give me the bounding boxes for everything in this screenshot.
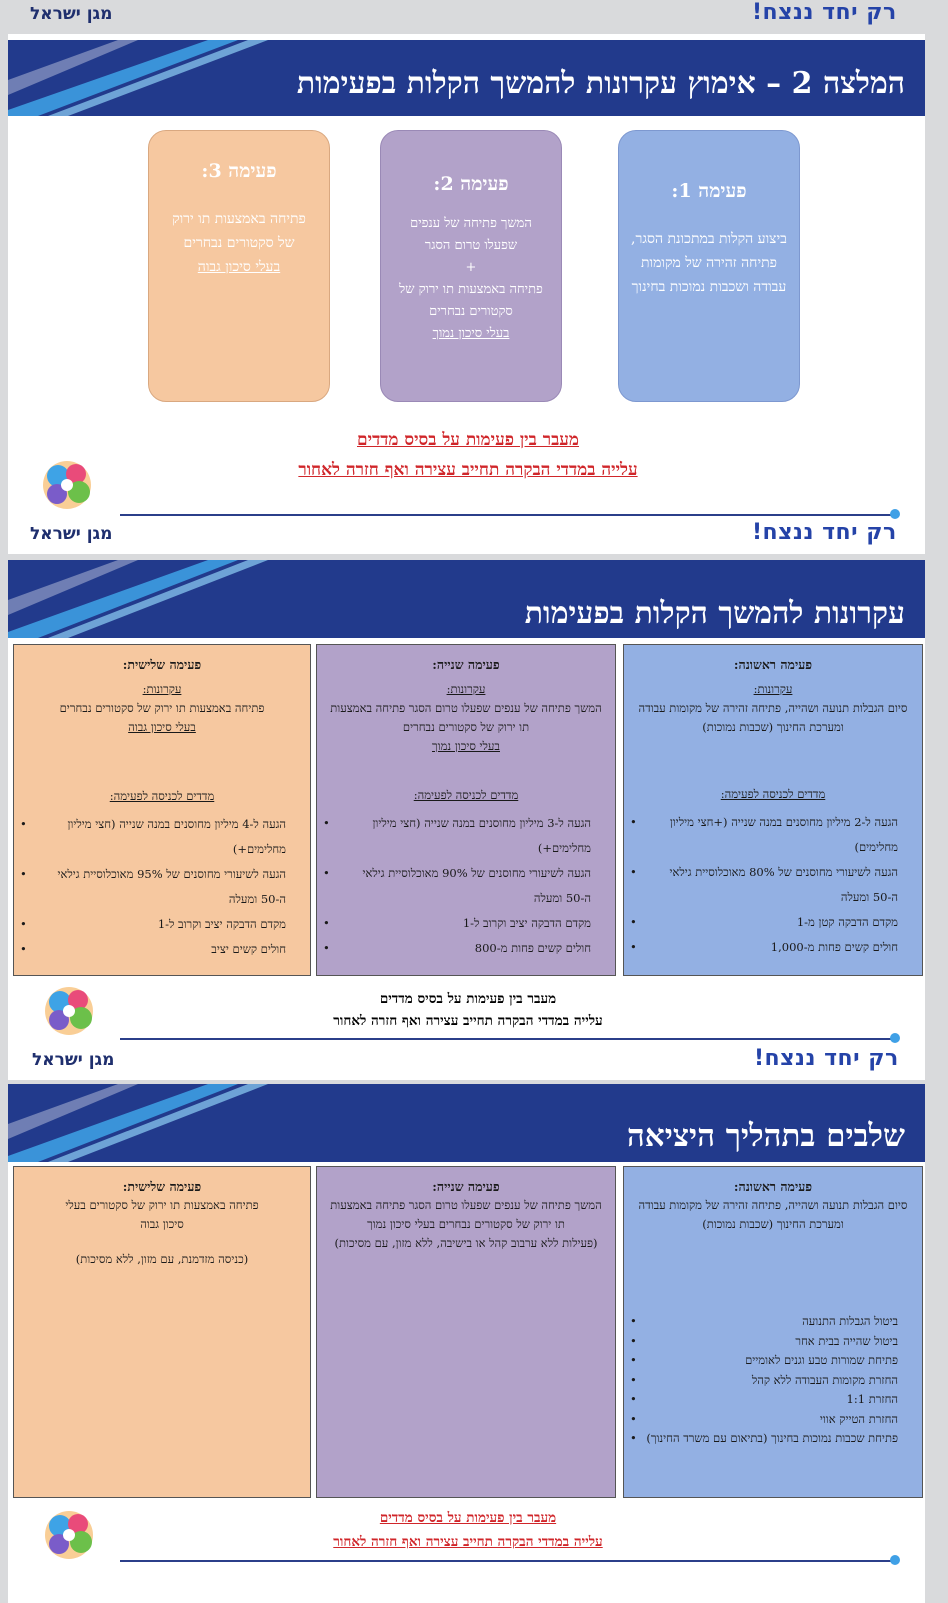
phase-1-title: פעימה ראשונה: (733, 657, 813, 672)
transition-note (158, 988, 778, 1032)
slide-2 (8, 560, 925, 1080)
transition-text-1: מעבר בין פעימות על בסיס מדדים (357, 430, 579, 450)
metrics-label: מדדים לכניסה לפעימה: (413, 788, 519, 802)
phase-2-principles: המשך פתיחה של ענפים שפעלו טרום הסגר פתיחה באמצעות תו ירוק של סקטורים נבחרים (330, 701, 602, 734)
slide-2-banner (8, 560, 925, 638)
transition-text-1: מעבר בין פעימות על בסיס מדדים (379, 1510, 557, 1526)
transition-text-2: עלייה במדדי הבקרה תחייב עצירה ואף חזרה לאחור (333, 1013, 603, 1029)
brand-slogan: רק יחד ננצח! (752, 520, 897, 545)
hands-emblem-icon (38, 980, 100, 1042)
phase-2-line1: המשך פתיחה של ענפים שפעלו טרום הסגר (410, 216, 532, 253)
metric-item: • הגעה לשיעורי מחוסנים של 80% מאוכלוסיית גילאי ה-50 ומעלה (634, 860, 912, 910)
phase-1-column (623, 644, 923, 976)
phase-3-column (13, 644, 311, 976)
divider-line (120, 1560, 894, 1562)
phase-3-text: פתיחה באמצעות תו ירוק של סקטורים בעלי סיכון גבוה (65, 1198, 259, 1231)
slide-1-banner (8, 40, 925, 116)
step-item: • ביטול שהייה בבית אחר (634, 1332, 912, 1352)
step-item: • פתיחת שכבות נמוכות בחינוך (בתיאום עם משרד החינוך) (634, 1429, 912, 1449)
divider-dot-icon (890, 1555, 900, 1565)
step-item: • ביטול הגבלות התנועה (634, 1312, 912, 1332)
phase-3-title: פעימה 3: (201, 160, 277, 182)
phase-1-column (623, 1166, 923, 1498)
slide-2-title: עקרונות להמשך הקלות בפעימות (524, 596, 905, 631)
phase-2-column (316, 1166, 616, 1498)
metric-item: • חולים קשים פחות מ-800 (327, 936, 605, 961)
phase-2-text: המשך פתיחה של ענפים שפעלו טרום הסגר פתיחה באמצעות תו ירוק של סקטורים נבחרים בעלי סיכון נמוך (330, 1198, 602, 1231)
phase-2-risk: בעלי סיכון נמוך (432, 326, 510, 341)
metric-item: • חולים קשים פחות מ-1,000 (634, 935, 912, 960)
phase-2-plus: + (465, 260, 477, 275)
phase-2-line2: פתיחה באמצעות תו ירוק של סקטורים נבחרים (399, 282, 543, 319)
phase-2-box (380, 130, 562, 402)
phase-2-title: פעימה 2: (433, 173, 509, 195)
phase-1-principles: סיום הגבלות תנועה ושהייה, פתיחה זהירה של מקומות עבודה ומערכת החינוך (שכבות נמוכות) (638, 701, 908, 734)
phase-3-column (13, 1166, 311, 1498)
phase-2-risk: בעלי סיכון נמוך (432, 739, 500, 753)
banner-stripes-decoration (8, 1084, 268, 1162)
phase-3-title: פעימה שלישית: (122, 1179, 202, 1194)
phase-2-note: (פעילות ללא ערבוב קהל או בישיבה, ללא מזון, עם מסיכות) (334, 1236, 598, 1250)
phase-1-title: פעימה ראשונה: (733, 1179, 813, 1194)
banner-stripes-decoration (8, 40, 268, 116)
phase-1-text: סיום הגבלות תנועה ושהייה, פתיחה זהירה של מקומות עבודה ומערכת החינוך (שכבות נמוכות) (638, 1198, 908, 1231)
phase-3-line1: פתיחה באמצעות תו ירוק של סקטורים נבחרים (172, 211, 306, 251)
phase-3-box (148, 130, 330, 402)
phase-3-note: (כניסה מזדמנת, עם מזון, ללא מסיכות) (75, 1252, 249, 1266)
step-item: • פתיחת שמורות טבע וגנים לאומיים (634, 1351, 912, 1371)
phase-3-title: פעימה שלישית: (122, 657, 202, 672)
hands-emblem-icon (36, 454, 98, 516)
step-item: • החזרת הטייק אווי (634, 1410, 912, 1430)
banner-stripes-decoration (8, 560, 268, 638)
metric-item: • הגעה ל-2 מיליון מחוסנים במנה שנייה (+חצי מיליון מחלימים) (634, 810, 912, 860)
brand-slogan: רק יחד ננצח! (754, 1046, 899, 1071)
divider-dot-icon (890, 509, 900, 519)
principles-label: עקרונות: (142, 682, 182, 696)
step-item: • החזרת מקומות העבודה ללא קהל (634, 1371, 912, 1391)
divider-line (120, 514, 894, 516)
metric-item: • הגעה לשיעורי מחוסנים של 90% מאוכלוסיית גילאי ה-50 ומעלה (327, 861, 605, 911)
slide-3-banner (8, 1084, 925, 1162)
slide-3 (8, 1084, 925, 1603)
metric-item: • מקדם הדבקה קטן מ-1 (634, 910, 912, 935)
phase-3-principles: פתיחה באמצעות תו ירוק של סקטורים נבחרים (59, 701, 265, 715)
principles-label: עקרונות: (753, 682, 793, 696)
slide-3-title: שלבים בתהליך היציאה (626, 1118, 905, 1154)
metrics-label: מדדים לכניסה לפעימה: (109, 789, 215, 803)
divider-line (120, 1038, 894, 1040)
phase-2-title: פעימה שנייה: (432, 657, 500, 672)
phase-2-title: פעימה שנייה: (432, 1179, 500, 1194)
brand-logo-text: מגן ישראל (32, 1050, 115, 1070)
metric-item: • מקדם הדבקה יציב וקרוב ל-1 (24, 912, 300, 937)
metric-item: • חולים קשים יציב (24, 937, 300, 962)
metric-item: • הגעה ל-4 מיליון מחוסנים במנה שנייה (חצי מיליון מחלימים+) (24, 812, 300, 862)
step-item: • החזרת 1:1 (634, 1390, 912, 1410)
transition-text-2: עלייה במדדי הבקרה תחייב עצירה ואף חזרה לאחור (333, 1534, 603, 1550)
metric-item: • מקדם הדבקה יציב וקרוב ל-1 (327, 911, 605, 936)
hands-emblem-icon (38, 1504, 100, 1566)
principles-label: עקרונות: (446, 682, 486, 696)
metric-item: • הגעה לשיעורי מחוסנים של 95% מאוכלוסיית גילאי ה-50 ומעלה (24, 862, 300, 912)
slide-1-title: המלצה 2 – אימוץ עקרונות להמשך הקלות בפעימות (296, 66, 905, 101)
transition-text-2: עלייה במדדי הבקרה תחייב עצירה ואף חזרה לאחור (298, 460, 638, 480)
phase-1-title: פעימה 1: (671, 180, 747, 202)
brand-logo-text: מגן ישראל (30, 4, 113, 24)
brand-logo-text: מגן ישראל (30, 524, 113, 544)
transition-text-1: מעבר בין פעימות על בסיס מדדים (379, 991, 557, 1007)
brand-slogan: רק יחד ננצח! (752, 0, 897, 25)
metrics-label: מדדים לכניסה לפעימה: (720, 787, 826, 801)
phase-3-risk: בעלי סיכון גבוה (128, 720, 196, 734)
phase-3-risk: בעלי סיכון גבוה (197, 259, 281, 275)
metric-item: • הגעה ל-3 מיליון מחוסנים במנה שנייה (חצי מיליון מחלימים+) (327, 811, 605, 861)
slide-1 (8, 34, 925, 554)
divider-dot-icon (890, 1033, 900, 1043)
phase-1-text: ביצוע הקלות במתכונת הסגר, פתיחה זהירה של מקומות עבודה ושכבות נמוכות בחינוך (631, 231, 787, 295)
phase-2-column (316, 644, 616, 976)
phase-1-box (618, 130, 800, 402)
